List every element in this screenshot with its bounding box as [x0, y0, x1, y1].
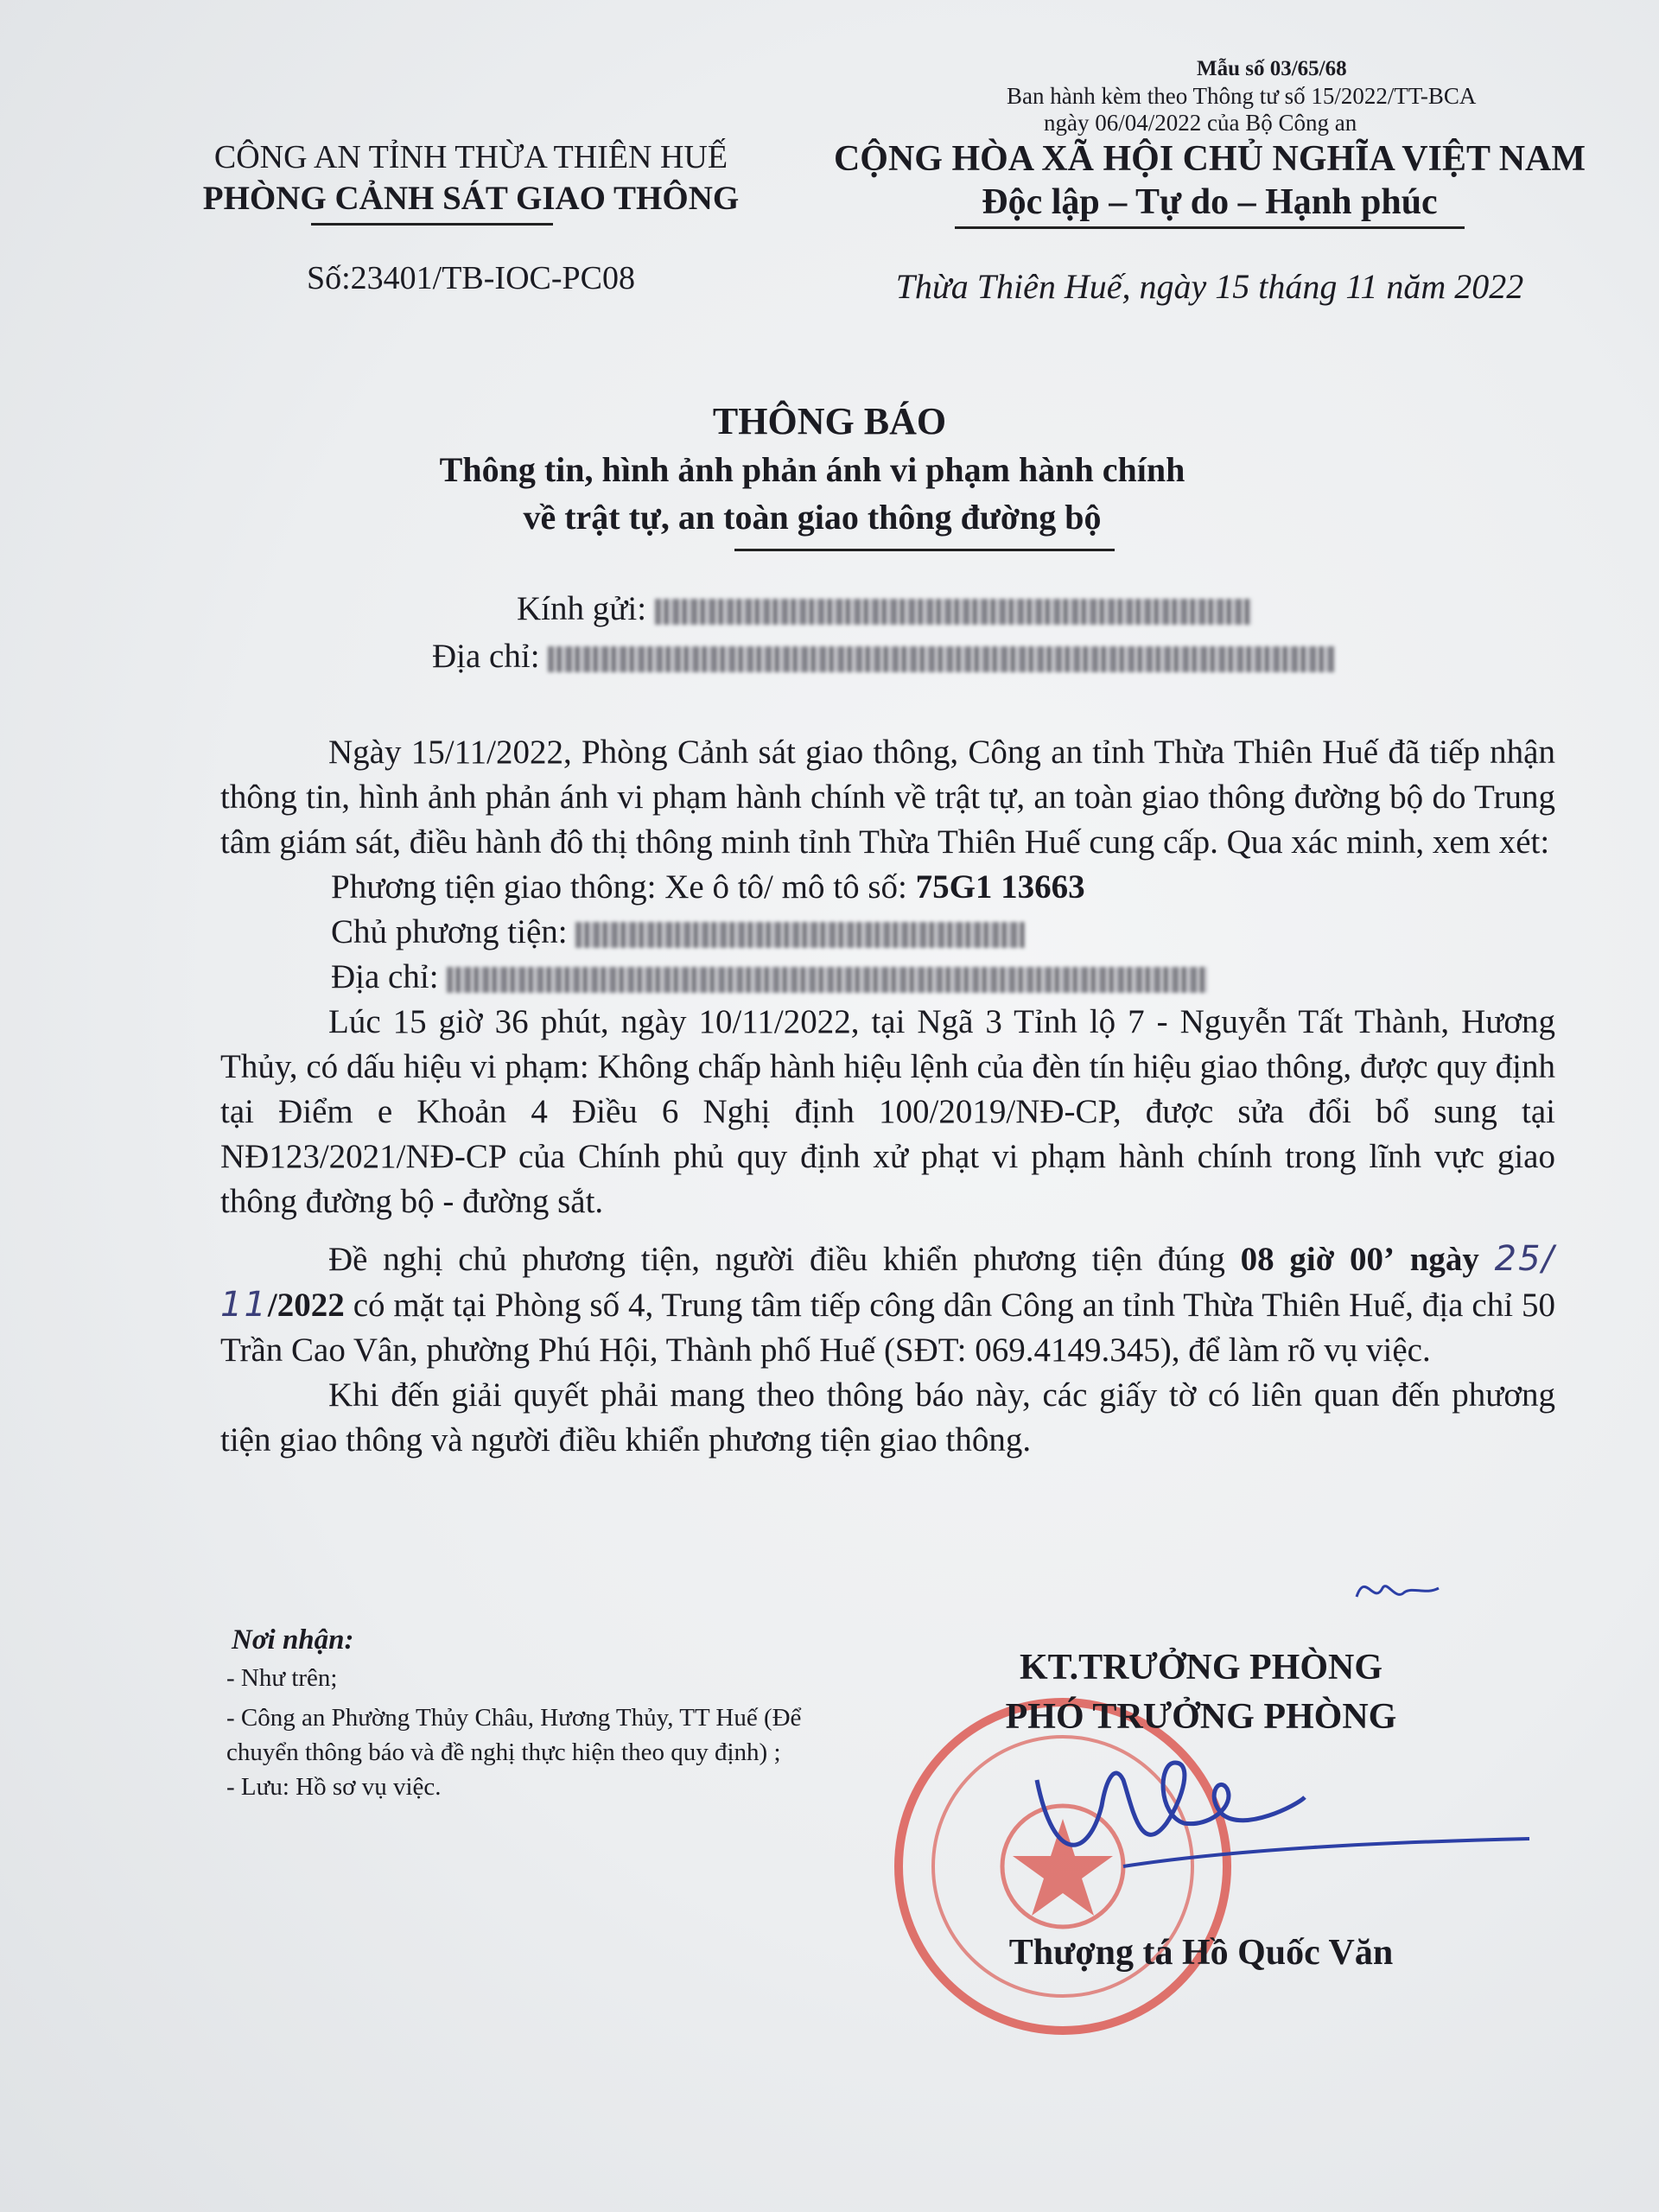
- recipients-item: - Như trên;: [226, 1664, 338, 1692]
- closing-paragraph: Khi đến giải quyết phải mang theo thông báo này, các giấy tờ có liên quan đến phương tiện giao thông và người điều khiển phương tiện giao thông.: [220, 1376, 1555, 1459]
- document-body: [220, 730, 1555, 1463]
- agency-line1: CÔNG AN TỈNH THỪA THIÊN HUẾ: [213, 139, 728, 175]
- initial-mark: [1348, 1562, 1443, 1614]
- recipient-address-label: Địa chỉ:: [432, 638, 540, 675]
- agency-underline: [311, 223, 553, 226]
- document-title: THÔNG BÁO: [712, 400, 947, 442]
- document-date: Thừa Thiên Huế, ngày 15 tháng 11 năm 2022: [895, 267, 1524, 306]
- vehicle-line: [220, 865, 1555, 910]
- nation-motto: Độc lập – Tự do – Hạnh phúc: [982, 182, 1438, 222]
- recipients-item: - Lưu: Hồ sơ vụ việc.: [226, 1773, 442, 1801]
- recipient-to-label: Kính gửi:: [517, 590, 647, 627]
- owner-label: Chủ phương tiện:: [331, 913, 568, 950]
- owner-address-label: Địa chỉ:: [331, 958, 439, 995]
- owner-address-line: [220, 955, 1555, 1000]
- form-code: Mẫu số 03/65/68: [1197, 57, 1347, 80]
- request-time: 08 giờ 00’: [1240, 1241, 1395, 1278]
- handwritten-date: 25/ 11: [220, 1239, 1556, 1325]
- recipients-list: [226, 1661, 849, 1804]
- request-rest: có mặt tại Phòng số 4, Trung tâm tiếp công dân Công an tỉnh Thừa Thiên Huế, địa chỉ 50 Trần Cao Vân, phường Phú Hội, Thành phố Huế (SĐT: 069.4149.345), để làm rõ vụ việc.: [220, 1287, 1555, 1369]
- owner-line: [220, 910, 1555, 955]
- recipient-address: [432, 637, 1334, 676]
- intro-paragraph: Ngày 15/11/2022, Phòng Cảnh sát giao thông, Công an tỉnh Thừa Thiên Huế đã tiếp nhận thông tin, hình ảnh phản ánh vi phạm hành chính về trật tự, an toàn giao thông đường bộ do Trung tâm giám sát, điều hành đô thị thông minh tỉnh Thừa Thiên Huế cung cấp. Qua xác minh, xem xét:: [220, 734, 1555, 861]
- redacted-recipient-address: [548, 646, 1334, 672]
- signature-title-1: KT.TRƯỞNG PHÒNG: [1020, 1648, 1382, 1688]
- document-number: Số:23401/TB-IOC-PC08: [306, 260, 636, 296]
- violation-paragraph: Lúc 15 giờ 36 phút, ngày 10/11/2022, tại Ngã 3 Tỉnh lộ 7 - Nguyễn Tất Thành, Hương Thủy, có dấu hiệu vi phạm: Không chấp hành hiệu lệnh của đèn tín hiệu giao thông, được quy định tại Điểm e Khoản 4 Điều 6 Nghị định 100/2019/NĐ-CP, được sửa đổi bổ sung tại NĐ123/2021/NĐ-CP của Chính phủ quy định xử phạt vi phạm hành chính trong lĩnh vực giao thông đường bộ - đường sắt.: [220, 1003, 1555, 1220]
- recipient-to: [517, 589, 1251, 628]
- request-prefix: Đề nghị chủ phương tiện, người điều khiển phương tiện đúng: [328, 1241, 1225, 1278]
- form-issued-line1: Ban hành kèm theo Thông tư số 15/2022/TT-BCA: [1007, 83, 1477, 109]
- nation-title: CỘNG HÒA XÃ HỘI CHỦ NGHĨA VIỆT NAM: [833, 139, 1586, 179]
- form-issued-line2: ngày 06/04/2022 của Bộ Công an: [1044, 110, 1357, 136]
- document-subtitle-1: Thông tin, hình ảnh phản ánh vi phạm hành chính: [439, 450, 1185, 489]
- vehicle-label: Phương tiện giao thông: Xe ô tô/ mô tô số:: [331, 868, 907, 906]
- document-subtitle-2: về trật tự, an toàn giao thông đường bộ: [523, 498, 1102, 537]
- agency-line2: PHÒNG CẢNH SÁT GIAO THÔNG: [202, 180, 740, 217]
- signer-name: Thượng tá Hồ Quốc Văn: [1008, 1933, 1394, 1973]
- title-underline: [734, 549, 1115, 551]
- redacted-owner-name: [575, 922, 1025, 948]
- recipients-title: Nơi nhận:: [232, 1624, 354, 1656]
- vehicle-plate: 75G1 13663: [915, 868, 1085, 906]
- redacted-owner-address: [447, 967, 1207, 993]
- request-year: /2022: [267, 1287, 345, 1324]
- redacted-recipient-name: [655, 599, 1251, 625]
- motto-underline: [955, 226, 1465, 229]
- request-day-label: ngày: [1409, 1241, 1479, 1278]
- request-paragraph: [220, 1236, 1555, 1373]
- recipients-item: - Công an Phường Thủy Châu, Hương Thủy, TT Huế (Để chuyển thông báo và đề nghị thực hiện theo quy định) ;: [226, 1704, 802, 1766]
- handwritten-signature: [1020, 1728, 1538, 1901]
- signature-title-2: PHÓ TRƯỞNG PHÒNG: [1005, 1697, 1397, 1737]
